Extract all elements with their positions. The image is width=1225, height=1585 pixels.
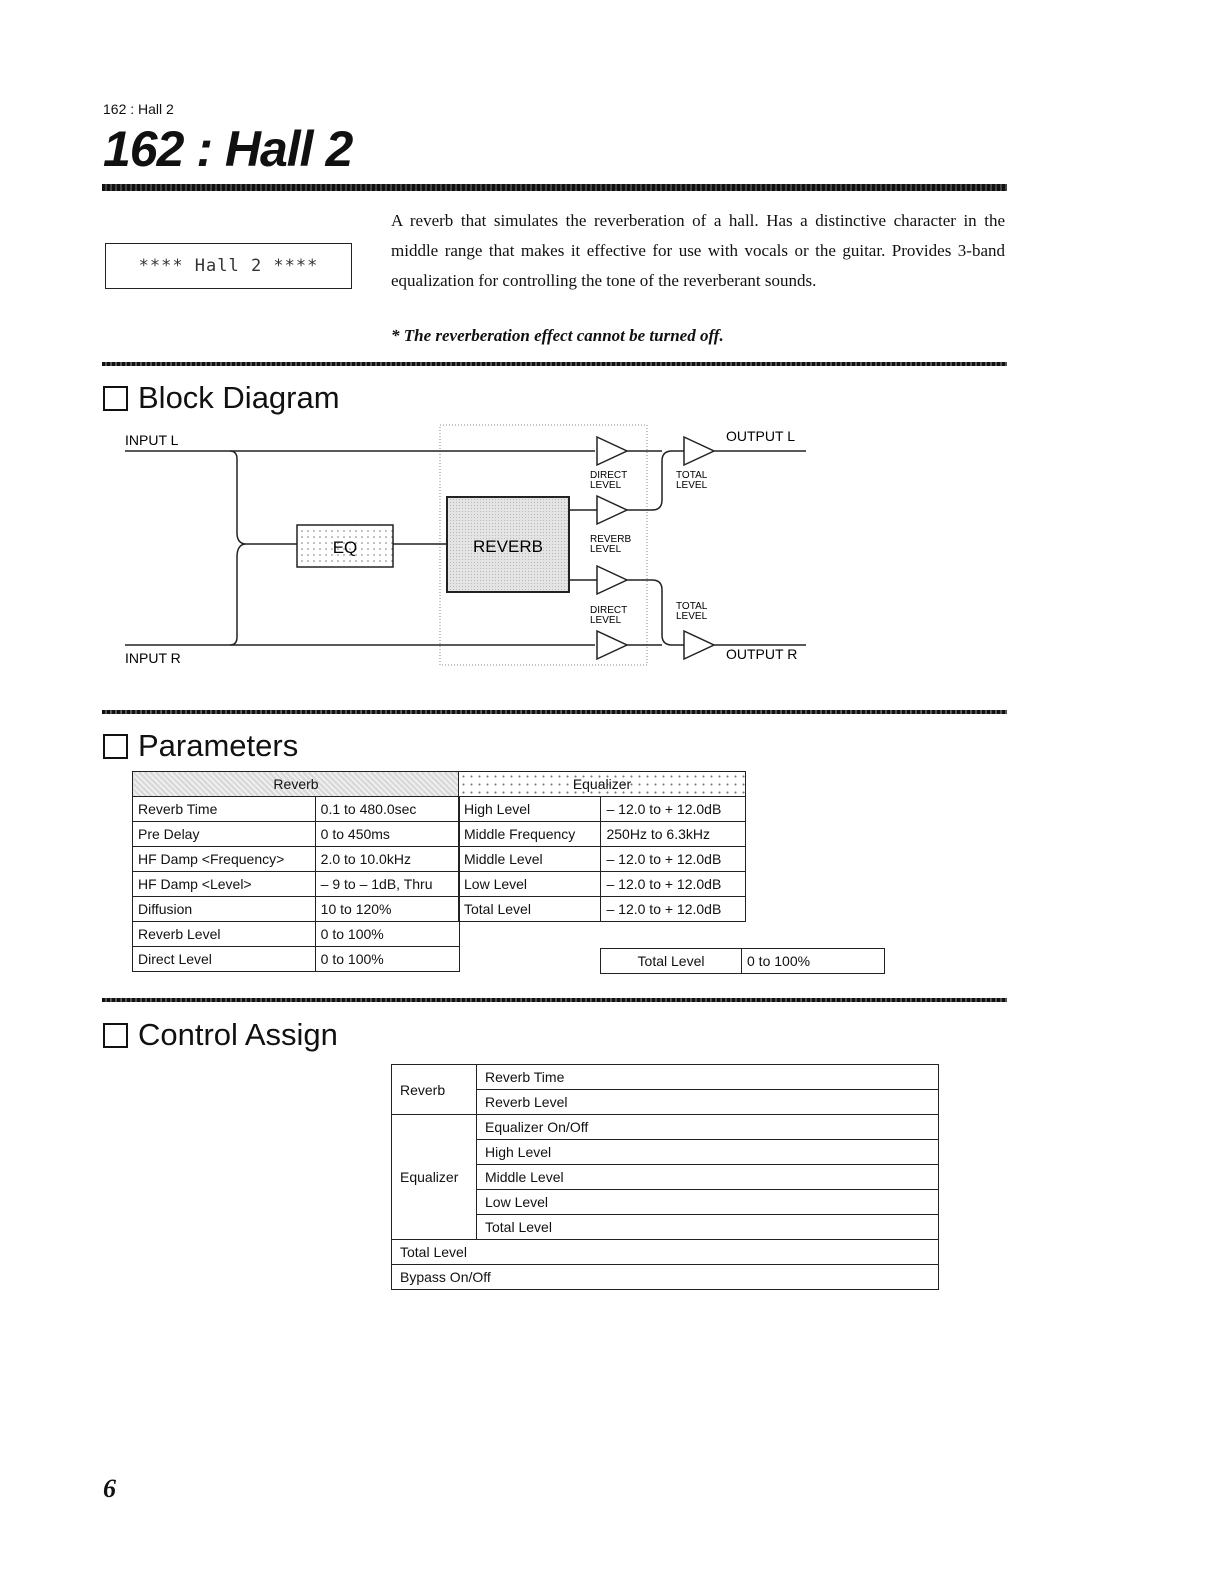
table-row — [133, 897, 460, 922]
direct-level-r-label-2: LEVEL — [590, 615, 622, 626]
group-equalizer: Equalizer — [392, 1115, 477, 1240]
lcd-display: **** Hall 2 **** — [105, 243, 352, 289]
param-range: 0 to 100% — [742, 949, 885, 974]
eq-label: EQ — [332, 538, 358, 557]
param-name: High Level — [459, 797, 601, 822]
assign-item: Total Level — [477, 1215, 939, 1240]
param-name: Diffusion — [133, 897, 316, 922]
reverb-level-l-amp-icon — [597, 496, 627, 524]
param-range: – 12.0 to + 12.0dB — [601, 847, 746, 872]
assign-bypass: Bypass On/Off — [392, 1265, 939, 1290]
direct-level-l-label-1: DIRECT — [590, 470, 628, 481]
equalizer-parameter-table — [458, 771, 746, 922]
reverb-table-header: Reverb — [133, 772, 460, 797]
block-diagram-heading — [103, 380, 340, 416]
param-name: Total Level — [601, 949, 742, 974]
table-row — [133, 797, 460, 822]
page-number: 6 — [103, 1474, 116, 1503]
checkbox-square-icon — [103, 734, 128, 759]
table-row — [392, 1065, 939, 1090]
param-range: 0.1 to 480.0sec — [315, 797, 459, 822]
reverb-level-r-amp-icon — [597, 566, 627, 594]
direct-level-l-amp-icon — [597, 437, 627, 465]
parameters-heading — [103, 728, 298, 764]
param-name: HF Damp <Frequency> — [133, 847, 316, 872]
block-diagram-title: Block Diagram — [138, 380, 340, 415]
block-diagram — [0, 415, 1225, 685]
section-rule-1 — [102, 362, 1007, 366]
table-row — [392, 1265, 939, 1290]
param-name: HF Damp <Level> — [133, 872, 316, 897]
direct-level-l-label-2: LEVEL — [590, 480, 622, 491]
control-assign-heading — [103, 1017, 338, 1053]
reverb-label: REVERB — [473, 537, 543, 556]
assign-item: Reverb Level — [477, 1090, 939, 1115]
total-level-r-label-1: TOTAL — [676, 601, 708, 612]
parameters-title: Parameters — [138, 728, 299, 763]
param-name: Middle Level — [459, 847, 601, 872]
input-l-label: INPUT L — [125, 432, 179, 448]
equalizer-table-header: Equalizer — [459, 772, 746, 797]
output-l-label: OUTPUT L — [726, 428, 795, 444]
title-rule — [102, 184, 1007, 191]
param-range: – 12.0 to + 12.0dB — [601, 797, 746, 822]
param-name: Total Level — [459, 897, 601, 922]
assign-item: Middle Level — [477, 1165, 939, 1190]
running-header: 162 : Hall 2 — [103, 101, 174, 117]
param-range: – 12.0 to + 12.0dB — [601, 897, 746, 922]
section-rule-3 — [102, 998, 1007, 1002]
table-row — [392, 1240, 939, 1265]
group-reverb: Reverb — [392, 1065, 477, 1115]
table-row — [601, 949, 885, 974]
reverb-level-label-2: LEVEL — [590, 544, 622, 555]
table-row — [459, 822, 746, 847]
param-range: – 9 to – 1dB, Thru — [315, 872, 459, 897]
table-row — [459, 872, 746, 897]
section-rule-2 — [102, 710, 1007, 714]
reverb-level-label-1: REVERB — [590, 534, 632, 545]
param-range: 250Hz to 6.3kHz — [601, 822, 746, 847]
table-row — [133, 872, 460, 897]
output-r-label: OUTPUT R — [726, 646, 798, 662]
total-level-r-amp-icon — [684, 631, 714, 659]
effect-description: A reverb that simulates the reverberation of a hall. Has a distinctive character in the middle range that makes it effective for use with vocals or the guitar. Provides 3-band equalization for controlling the tone of the reverberant sounds. — [391, 211, 1005, 290]
assign-item: Reverb Time — [477, 1065, 939, 1090]
assign-item: Equalizer On/Off — [477, 1115, 939, 1140]
param-name: Direct Level — [133, 947, 316, 972]
input-r-label: INPUT R — [125, 650, 181, 666]
total-level-l-label-2: LEVEL — [676, 480, 708, 491]
param-range: 0 to 100% — [315, 947, 459, 972]
param-name: Reverb Time — [133, 797, 316, 822]
total-level-table — [600, 948, 885, 974]
total-level-l-label-1: TOTAL — [676, 470, 708, 481]
table-row — [459, 897, 746, 922]
param-name: Pre Delay — [133, 822, 316, 847]
param-range: 2.0 to 10.0kHz — [315, 847, 459, 872]
control-assign-title: Control Assign — [138, 1017, 338, 1052]
assign-total-level: Total Level — [392, 1240, 939, 1265]
assign-item: Low Level — [477, 1190, 939, 1215]
param-range: – 12.0 to + 12.0dB — [601, 872, 746, 897]
control-assign-table — [391, 1064, 939, 1290]
total-level-l-amp-icon — [684, 437, 714, 465]
assign-item: High Level — [477, 1140, 939, 1165]
page-title: 162 : Hall 2 — [103, 121, 353, 177]
reverb-parameter-table — [132, 771, 460, 972]
direct-level-r-label-1: DIRECT — [590, 605, 628, 616]
table-row — [133, 847, 460, 872]
table-row — [459, 847, 746, 872]
total-level-r-label-2: LEVEL — [676, 611, 708, 622]
table-row — [392, 1115, 939, 1140]
table-row — [133, 922, 460, 947]
param-name: Middle Frequency — [459, 822, 601, 847]
param-range: 0 to 450ms — [315, 822, 459, 847]
effect-note: * The reverberation effect cannot be turned off. — [391, 326, 724, 345]
param-range: 0 to 100% — [315, 922, 459, 947]
table-row — [133, 822, 460, 847]
checkbox-square-icon — [103, 1023, 128, 1048]
table-row — [133, 947, 460, 972]
direct-level-r-amp-icon — [597, 631, 627, 659]
param-range: 10 to 120% — [315, 897, 459, 922]
checkbox-square-icon — [103, 386, 128, 411]
param-name: Low Level — [459, 872, 601, 897]
table-row — [459, 797, 746, 822]
param-name: Reverb Level — [133, 922, 316, 947]
